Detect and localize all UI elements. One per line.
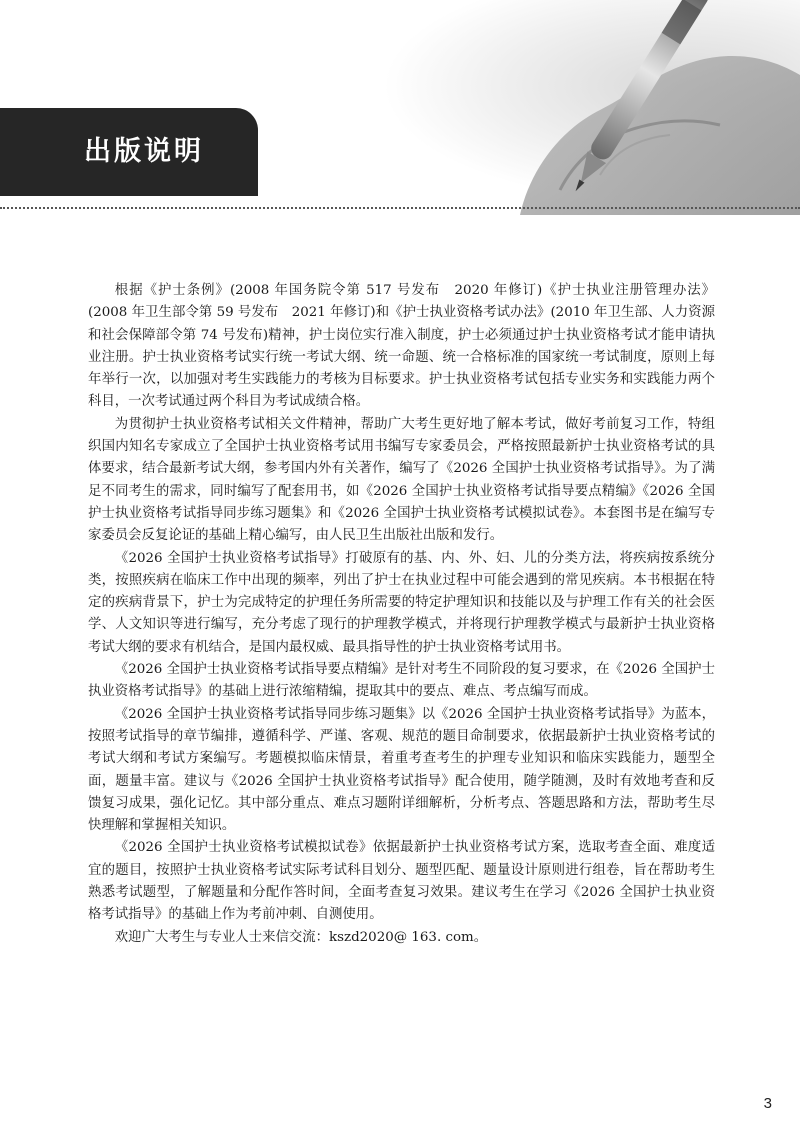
paragraph: 《2026 全国护士执业资格考试指导》打破原有的基、内、外、妇、儿的分类方法，将疾病按系统分类，按照疾病在临床工作中出现的频率，列出了护士在执业过程中可能会遇到的常见疾病。本书根据在特定的疾病背景下，护士为完成特定的护理任务所需要的特定护理知识和技能以及与护理工作有关的社会医学、人文知识等进行编写，充分考虑了现行的护理教学模式，并将现行护理教学模式与最新护士执业资格考试大纲的要求有机结合，是国内最权威、最具指导性的护士执业资格考试用书。 [88, 550, 715, 655]
header-divider [0, 207, 800, 209]
paragraph: 为贯彻护士执业资格考试相关文件精神，帮助广大考生更好地了解本考试，做好考前复习工作，特组织国内知名专家成立了全国护士执业资格考试用书编写专家委员会，严格按照最新护士执业资格考试的具体要求，结合最新考试大纲，参考国内外有关著作，编写了《2026 全国护士执业资格考试指导》。为了满足不同考生的需求，同时编写了配套用书，如《2026 全国护士执业资格考试指导要点精编》《2026 全国护士执业资格考试指导同步练习题集》和《2026 全国护士执业资格考试模拟试卷》。本套图书是在编写专家委员会反复论证的基础上精心编写，由人民卫生出版社出版和发行。 [88, 416, 715, 544]
paragraph: 《2026 全国护士执业资格考试模拟试卷》依据最新护士执业资格考试方案，选取考查全面、难度适宜的题目，按照护士执业资格考试实际考试科目划分、题型匹配、题量设计原则进行组卷，旨在帮助考生熟悉考试题型，了解题量和分配作答时间，全面考查复习效果。建议考生在学习《2026 全国护士执业资格考试指导》的基础上作为考前冲刺、自测使用。 [88, 840, 715, 923]
paragraph: 《2026 全国护士执业资格考试指导要点精编》是针对考生不同阶段的复习要求，在《2026 全国护士执业资格考试指导》的基础上进行浓缩精编，提取其中的要点、难点、考点编写而成。 [88, 662, 715, 700]
preface-body [88, 280, 715, 949]
page-title: 出版说明 [84, 136, 204, 167]
paragraph: 根据《护士条例》(2008 年国务院令第 517 号发布 2020 年修订)《护士执业注册管理办法》(2008 年卫生部令第 59 号发布 2021 年修订)和《护士执业资格考试办法》(2010 年卫生部、人力资源和社会保障部令第 74 号发布)精神，护士岗位实行准入制度，护士必须通过护士执业资格考试才能申请执业注册。护士执业资格考试实行统一考试大纲、统一命题、统一合格标准的国家统一考试制度，原则上每年举行一次，以加强对考生实践能力的考核为目标要求。护士执业资格考试包括专业实务和实践能力两个科目，一次考试通过两个科目为考试成绩合格。 [88, 283, 715, 410]
page-number: 3 [763, 1095, 772, 1112]
paragraph: 《2026 全国护士执业资格考试指导同步练习题集》以《2026 全国护士执业资格考试指导》为蓝本，按照考试指导的章节编排，遵循科学、严谨、客观、规范的题目命制要求，依据最新护士执业资格考试的考试大纲和考试方案编写。考题模拟临床情景，着重考查考生的护理专业知识和临床实践能力，题型全面，题量丰富。建议与《2026 全国护士执业资格考试指导》配合使用，随学随测，及时有效地考查和反馈复习成果，强化记忆。其中部分重点、难点习题附详细解析，分析考点、答题思路和方法，帮助考生尽快理解和掌握相关知识。 [88, 706, 715, 834]
paragraph-contact: 欢迎广大考生与专业人士来信交流：kszd2020@ 163. com。 [114, 929, 488, 945]
title-banner [0, 108, 258, 196]
